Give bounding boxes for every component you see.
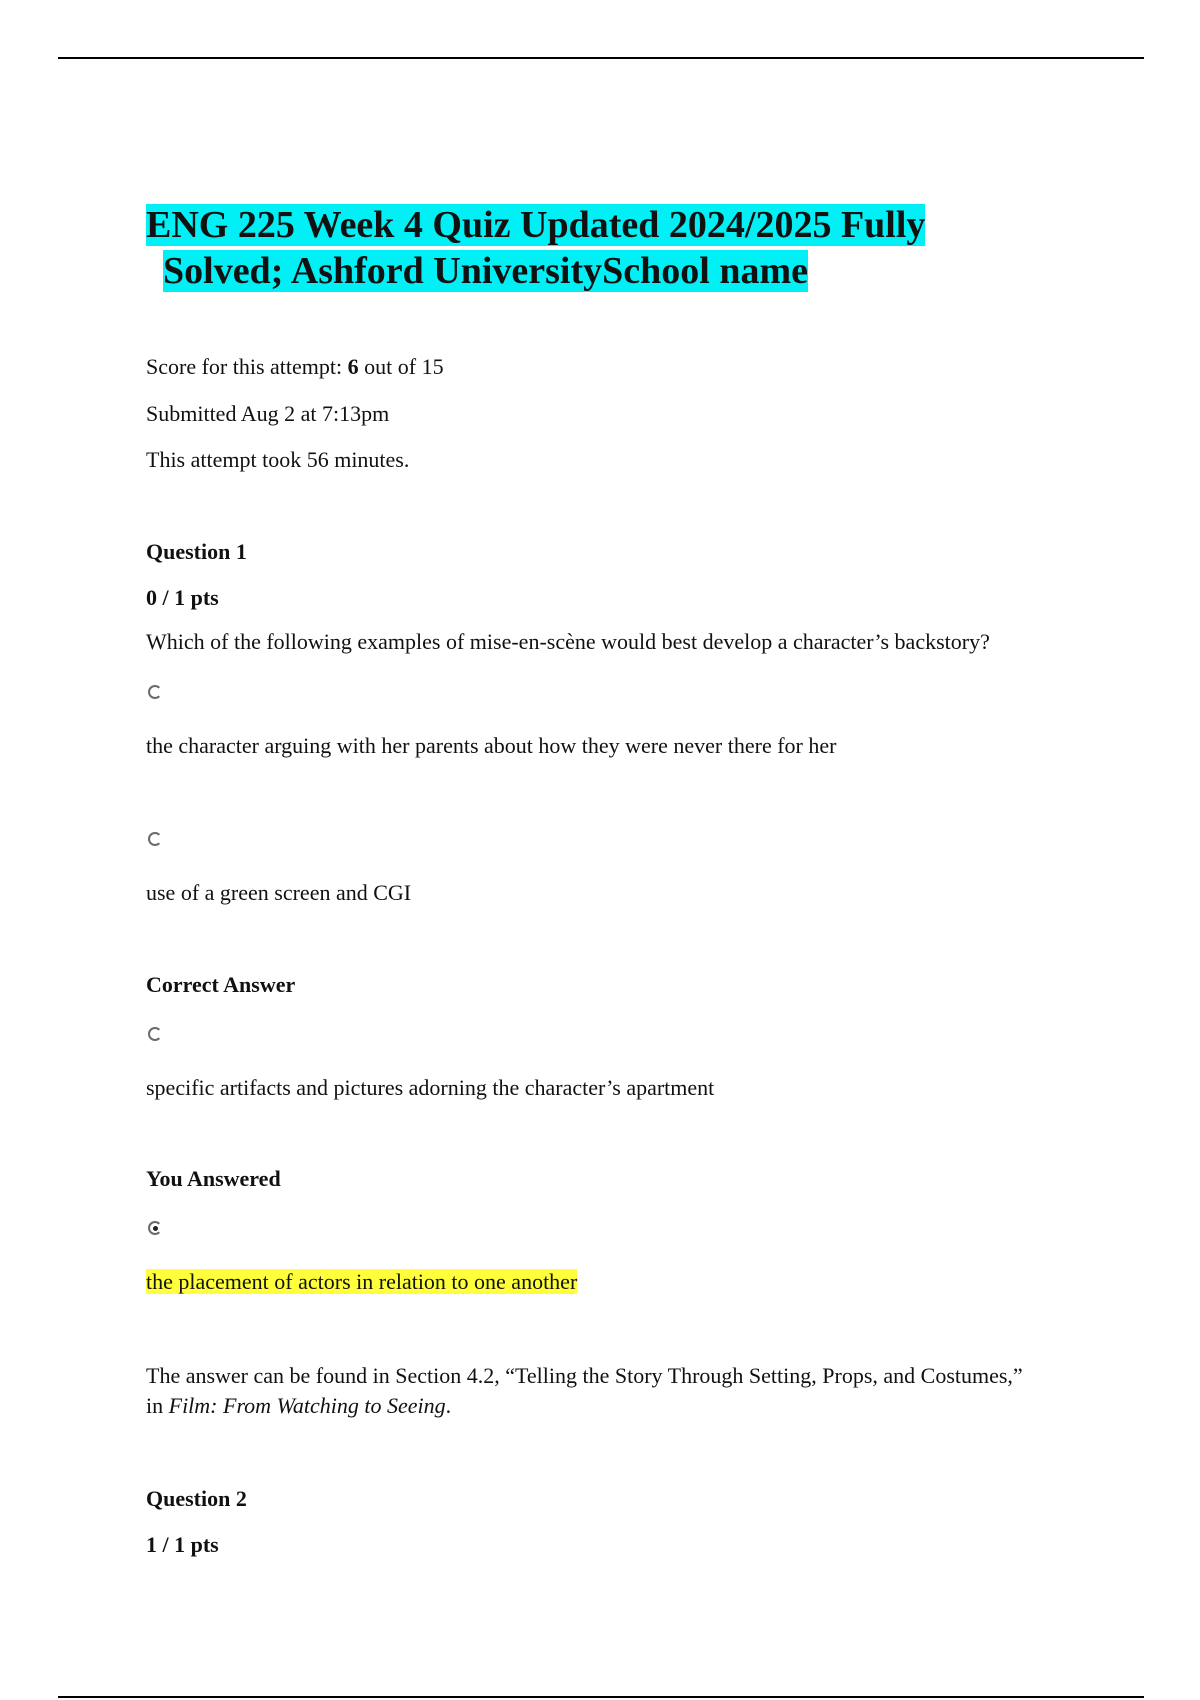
- question-1-prompt: Which of the following examples of mise-en-scène would best develop a character’s backstory?: [146, 629, 990, 654]
- answered-option-text: the placement of actors in relation to one another: [146, 1269, 578, 1294]
- answered-option-line: [146, 1268, 1106, 1296]
- reference-end: .: [445, 1393, 452, 1418]
- correct-answer-label: Correct Answer: [146, 972, 296, 997]
- answer-reference: [146, 1361, 1026, 1421]
- option-a-radio-icon[interactable]: [148, 685, 162, 699]
- title-line-2: Solved; Ashford UniversitySchool name: [163, 250, 808, 292]
- correct-option-radio-icon[interactable]: [148, 1027, 162, 1041]
- reference-text: The answer can be found in Section 4.2, “Telling the Story Through Setting, Props, and Costumes,” in: [146, 1363, 1023, 1418]
- question-1-heading: Question 1: [146, 539, 247, 564]
- reference-book-title: Film: From Watching to Seeing: [168, 1393, 446, 1418]
- answered-option-radio-icon[interactable]: [148, 1221, 162, 1235]
- bottom-rule: [58, 1696, 1144, 1698]
- score-line: [146, 353, 444, 381]
- question-2-heading: Question 2: [146, 1486, 247, 1511]
- you-answered-label: You Answered: [146, 1166, 281, 1191]
- question-1-points: 0 / 1 pts: [146, 585, 219, 610]
- top-rule: [58, 57, 1144, 59]
- document-title: [146, 202, 1026, 294]
- correct-option-text: specific artifacts and pictures adorning the character’s apartment: [146, 1075, 715, 1100]
- option-a-text: the character arguing with her parents about how they were never there for her: [146, 733, 837, 758]
- option-b-radio-icon[interactable]: [148, 832, 162, 846]
- score-label: Score for this attempt:: [146, 354, 348, 379]
- title-line-1: ENG 225 Week 4 Quiz Updated 2024/2025 Fully: [146, 204, 926, 246]
- option-b-text: use of a green screen and CGI: [146, 880, 412, 905]
- question-2-points: 1 / 1 pts: [146, 1532, 219, 1557]
- submitted-line: Submitted Aug 2 at 7:13pm: [146, 401, 390, 426]
- duration-line: This attempt took 56 minutes.: [146, 447, 410, 472]
- score-suffix: out of 15: [358, 354, 444, 379]
- score-value: 6: [347, 354, 359, 379]
